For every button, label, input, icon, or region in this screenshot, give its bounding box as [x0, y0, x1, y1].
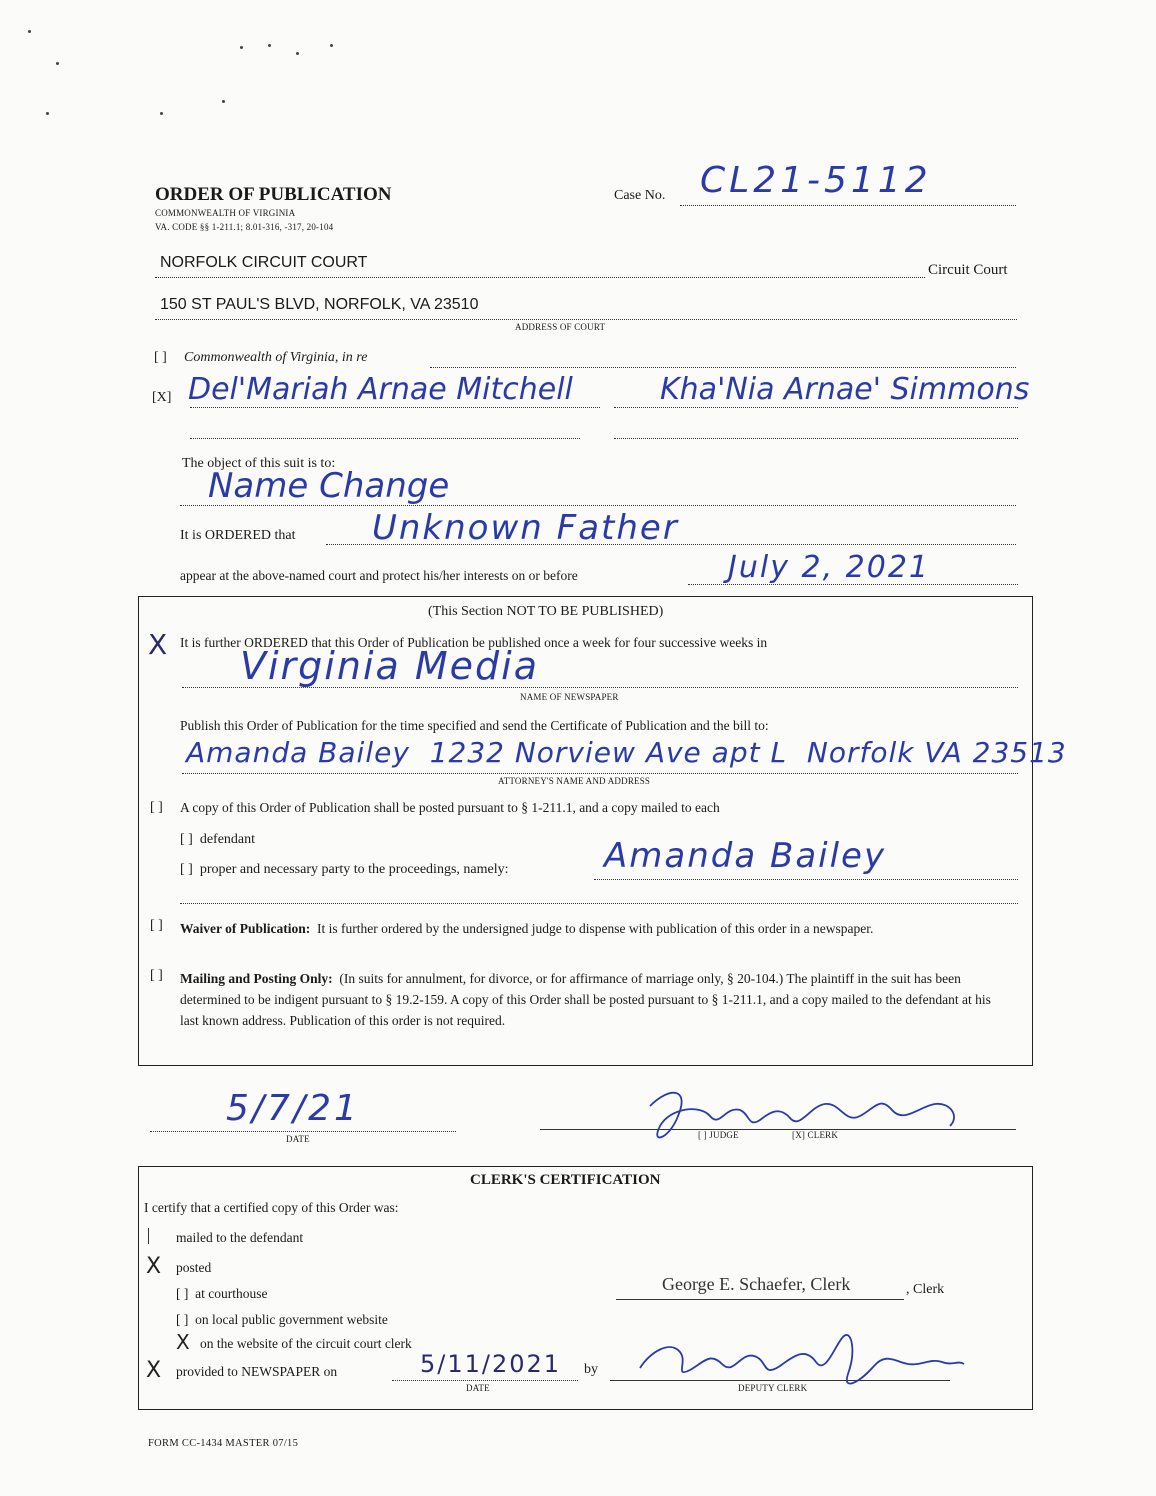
clerk-name: George E. Schaefer, Clerk — [662, 1274, 851, 1294]
scan-speck — [330, 44, 333, 47]
mailed-check-mark — [148, 1228, 149, 1244]
appear-date: July 2, 2021 — [728, 550, 930, 585]
clerk-signature — [630, 1076, 980, 1152]
deputy-signature — [630, 1322, 970, 1400]
attorney-caption: ATTORNEY'S NAME AND ADDRESS — [498, 776, 651, 786]
not-published-heading: (This Section NOT TO BE PUBLISHED) — [428, 604, 664, 619]
attorney-name-address: Amanda Bailey 1232 Norview Ave apt L Norfolk VA 23513 — [186, 736, 1067, 769]
court-suffix: Circuit Court — [928, 262, 1008, 278]
provided-date: 5/11/2021 — [420, 1350, 562, 1378]
address-caption: ADDRESS OF COURT — [515, 322, 606, 332]
child-name-2: Kha'Nia Arnae' Simmons — [660, 372, 1030, 407]
publish-instructions: Publish this Order of Publication for the time specified and send the Certificate of Publication and the bill to: — [180, 718, 769, 733]
object-line — [180, 504, 1016, 506]
clerk-option: [X] CLERK — [792, 1130, 839, 1140]
appear-text: appear at the above-named court and protect his/her interests on or before — [180, 568, 578, 583]
commonwealth-checkbox: [ ] — [154, 350, 167, 365]
waiver-paragraph — [180, 918, 1000, 939]
child-name-1: Del'Mariah Arnae Mitchell — [188, 372, 573, 407]
clerk-name-line — [616, 1298, 904, 1300]
object-label: The object of this suit is to: — [182, 456, 336, 471]
order-date: 5/7/21 — [226, 1088, 360, 1129]
local-website-option: [ ] on local public government website — [176, 1312, 388, 1327]
case-line — [680, 204, 1016, 206]
provided-check-mark: X — [146, 1358, 162, 1383]
court-name: NORFOLK CIRCUIT COURT — [160, 254, 368, 271]
name-line-1 — [190, 406, 600, 408]
statute-code: VA. CODE §§ 1-211.1; 8.01-316, -317, 20-104 — [155, 222, 334, 232]
scan-speck — [222, 100, 225, 103]
waiver-title: Waiver of Publication: — [180, 921, 311, 936]
commonwealth-label: Commonwealth of Virginia, in re — [184, 350, 368, 365]
newspaper-caption: NAME OF NEWSPAPER — [520, 692, 619, 702]
party-option: [ ] proper and necessary party to the proceedings, namely: — [180, 862, 509, 877]
waiver-checkbox: [ ] — [150, 918, 163, 933]
clerk-website-option: on the website of the circuit court clerk — [200, 1336, 412, 1351]
form-id: FORM CC-1434 MASTER 07/15 — [148, 1438, 299, 1449]
date-line — [150, 1130, 456, 1132]
provided-option: provided to NEWSPAPER on — [176, 1364, 338, 1379]
mailing-paragraph — [180, 968, 1000, 1031]
commonwealth-line — [430, 366, 1016, 368]
case-label: Case No. — [614, 188, 666, 203]
mailing-checkbox: [ ] — [150, 968, 163, 983]
ordered-party: Unknown Father — [372, 508, 679, 548]
court-address: 150 ST PAUL'S BLVD, NORFOLK, VA 23510 — [160, 296, 479, 313]
further-check-mark: X — [148, 628, 168, 661]
posting-text: A copy of this Order of Publication shall be posted pursuant to § 1-211.1, and a copy mailed to each — [180, 800, 720, 815]
certification-heading: CLERK'S CERTIFICATION — [470, 1172, 661, 1188]
deputy-caption: DEPUTY CLERK — [738, 1383, 808, 1393]
scan-speck — [160, 112, 163, 115]
mailing-text: (In suits for annulment, for divorce, or for affirmance of marriage only, § 20-104.) The plaintiff in the suit has been determined to be indigent pursuant to § 19.2-159. A copy of this Order shall be posted pursuant to § 1-211.1, and a copy mailed to the defendant at his last known address. Publication of this order is not required. — [180, 971, 991, 1028]
scan-speck — [240, 46, 243, 49]
case-number: CL21-5112 — [700, 160, 932, 201]
court-line — [155, 276, 925, 278]
party-name: Amanda Bailey — [604, 836, 887, 876]
name-line-4 — [614, 437, 1018, 439]
name-line-3 — [190, 437, 580, 439]
clerk-website-check-mark: X — [176, 1330, 190, 1354]
provided-date-caption: DATE — [466, 1383, 490, 1393]
provided-date-line — [392, 1379, 578, 1381]
address-line — [155, 318, 1017, 320]
in-re-checkbox: [X] — [152, 390, 172, 405]
by-label: by — [584, 1362, 598, 1377]
waiver-text: It is further ordered by the undersigned judge to dispense with publication of this order in a newspaper. — [317, 921, 874, 936]
judge-option: [ ] JUDGE — [698, 1130, 739, 1140]
newspaper-name: Virginia Media — [240, 644, 539, 688]
scan-speck — [46, 112, 49, 115]
form-subtitle: COMMONWEALTH OF VIRGINIA — [155, 208, 296, 218]
attorney-line — [182, 772, 1018, 774]
posted-option: posted — [176, 1260, 212, 1275]
posting-checkbox: [ ] — [150, 800, 163, 815]
object-value: Name Change — [208, 466, 450, 506]
clerk-suffix: , Clerk — [906, 1282, 945, 1297]
mailing-title: Mailing and Posting Only: — [180, 971, 333, 986]
date-caption: DATE — [286, 1134, 310, 1144]
ordered-label: It is ORDERED that — [180, 528, 296, 543]
scan-speck — [296, 52, 299, 55]
name-line-2 — [614, 406, 1018, 408]
further-ordered-text: It is further ORDERED that this Order of Publication be published once a week for four successive weeks in — [180, 635, 768, 650]
form-title: ORDER OF PUBLICATION — [155, 184, 392, 205]
certification-intro: I certify that a certified copy of this Order was: — [144, 1200, 399, 1215]
party-line — [594, 878, 1018, 880]
mailed-option: mailed to the defendant — [176, 1230, 304, 1245]
defendant-option: [ ] defendant — [180, 832, 256, 847]
courthouse-option: [ ] at courthouse — [176, 1286, 268, 1301]
appear-line — [688, 583, 1018, 585]
party-line-2 — [180, 902, 1018, 904]
scan-speck — [28, 30, 31, 33]
posted-check-mark: X — [146, 1254, 162, 1279]
newspaper-line — [182, 686, 1018, 688]
scan-speck — [268, 44, 271, 47]
scan-speck — [56, 62, 59, 65]
ordered-line — [326, 543, 1016, 545]
